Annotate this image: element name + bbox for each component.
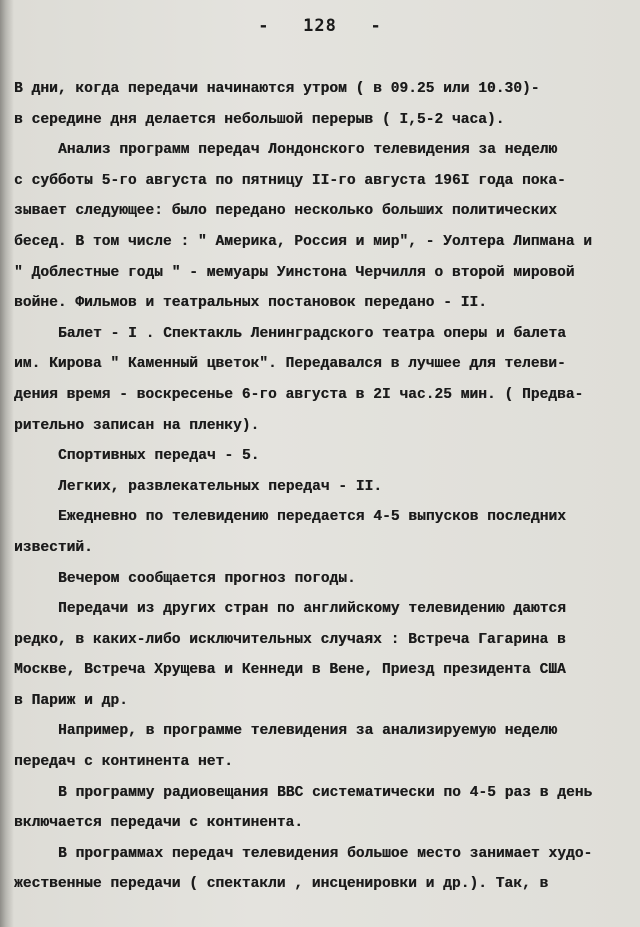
text-line: Анализ программ передач Лондонского телевидения за неделю — [58, 142, 558, 159]
text-line: Легких, развлекательных передач - II. — [58, 478, 383, 495]
text-line: Спортивных передач - 5. — [58, 448, 260, 465]
text-line: в середине дня делается небольшой перерыв ( I,5-2 часа). — [14, 111, 505, 128]
text-line: Балет - I . Спектакль Ленинградского театра оперы и балета — [58, 325, 566, 342]
text-line: с субботы 5-го августа по пятницу II-го августа 196I года пока- — [14, 172, 566, 189]
text-line: дения время - воскресенье 6-го августа в 2I час.25 мин. ( Предва- — [14, 386, 584, 403]
text-line: редко, в каких-либо исключительных случаях : Встреча Гагарина в — [14, 631, 566, 648]
text-line: Передачи из других стран по английскому телевидению даются — [58, 601, 566, 618]
text-line: рительно записан на пленку). — [14, 417, 260, 434]
text-line: в Париж и др. — [14, 692, 128, 709]
text-line: В дни, когда передачи начинаются утром ( в 09.25 или 10.30)- — [14, 81, 540, 97]
text-line: В программу радиовещания ВВС систематически по 4-5 раз в день — [58, 784, 593, 801]
text-line: Вечером сообщается прогноз погоды. — [58, 570, 356, 587]
text-line: " Доблестные годы " - мемуары Уинстона Черчилля о второй мировой — [14, 264, 575, 281]
text-line: Ежедневно по телевидению передается 4-5 выпусков последних — [58, 509, 566, 526]
text-line: бесед. В том числе : " Америка, Россия и мир", - Уолтера Липмана и — [14, 233, 593, 250]
text-line: жественные передачи ( спектакли , инсценировки и др.). Так, в — [14, 876, 549, 893]
page-number: - 128 - — [258, 16, 382, 36]
document-text — [14, 74, 614, 900]
text-line: им. Кирова " Каменный цветок". Передавался в лучшее для телеви- — [14, 356, 566, 373]
text-line: войне. Фильмов и театральных постановок передано - II. — [14, 295, 487, 312]
text-line: известий. — [14, 539, 93, 556]
text-line: В программах передач телевидения большое место занимает худо- — [58, 845, 593, 862]
text-line: включается передачи с континента. — [14, 815, 304, 832]
text-line: передач с континента нет. — [14, 754, 233, 771]
text-line: Москве, Встреча Хрущева и Кеннеди в Вене, Приезд президента США — [14, 662, 566, 679]
text-line: Например, в программе телевидения за анализируемую неделю — [58, 723, 558, 740]
text-line: зывает следующее: было передано несколько больших политических — [14, 203, 557, 220]
